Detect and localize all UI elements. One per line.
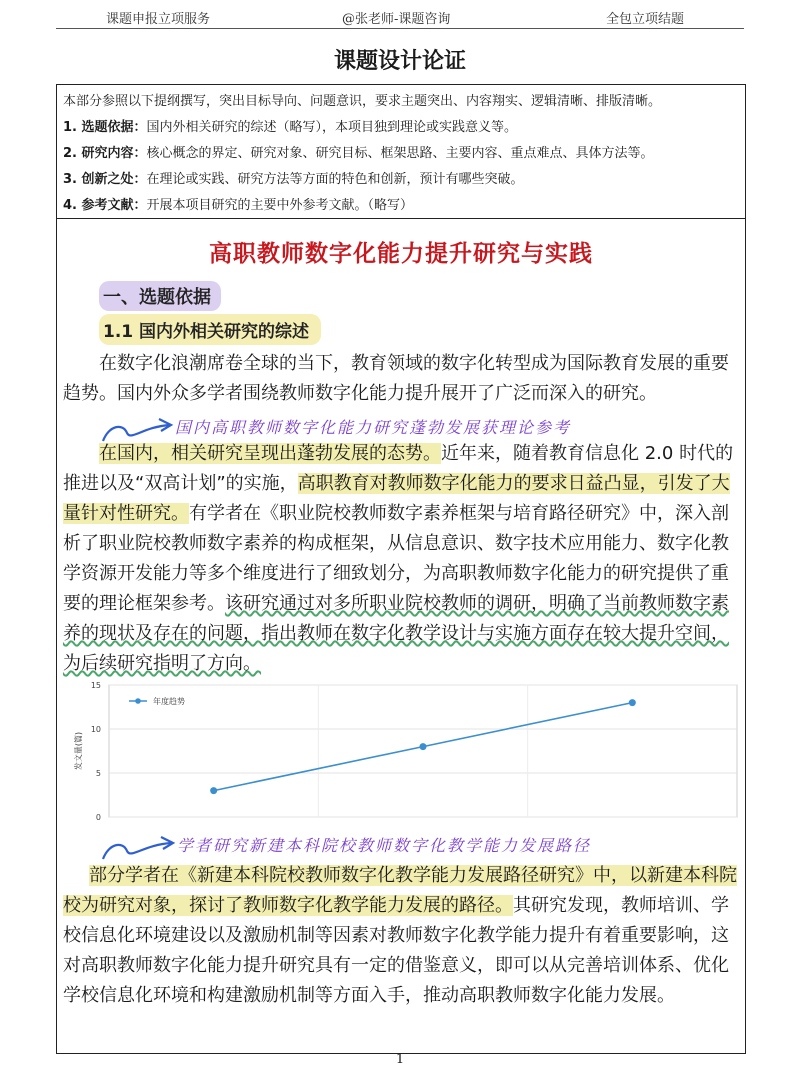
subsection-heading: 1.1 国内外相关研究的综述 bbox=[99, 314, 321, 345]
arrow-icon bbox=[99, 833, 177, 863]
legend-label: 年度趋势 bbox=[153, 697, 185, 706]
y-tick-label: 10 bbox=[90, 725, 101, 734]
outline-item: 4. 参考文献：开展本项目研究的主要中外参考文献。（略写） bbox=[63, 198, 414, 213]
main-title: 高职教师数字化能力提升研究与实践 bbox=[209, 241, 593, 267]
page-number: 1 bbox=[395, 1052, 405, 1067]
trend-line-chart bbox=[65, 681, 741, 825]
legend-marker bbox=[135, 698, 141, 704]
header-right: 全包立项结题 bbox=[605, 12, 684, 27]
outline-item: 1. 选题依据：国内外相关研究的综述（略写），本项目独到理论或实践意义等。 bbox=[63, 120, 518, 135]
y-tick-label: 15 bbox=[90, 681, 101, 690]
paragraph-3: 部分学者在《新建本科院校教师数字化教学能力发展路径研究》中，以新建本科院校为研究对象，探讨了教师数字化教学能力发展的路径。其研究发现，教师培训、学校信息化环境建设以及激励机制等因素对教师数字化教学能力提升有着重要影响，这对高职教师数字化能力提升研究具有一定的借鉴意义，即可以从完善培训体系、优化学校信息化环境和构建激励机制等方面入手，推动高职教师数字化能力发展。 bbox=[63, 865, 737, 1006]
data-point bbox=[420, 743, 427, 750]
outline-item: 2. 研究内容：核心概念的界定、研究对象、研究目标、框架思路、主要内容、重点难点、具体方法等。 bbox=[63, 146, 654, 161]
paragraph-1: 在数字化浪潮席卷全球的当下，教育领域的数字化转型成为国际教育发展的重要趋势。国内外众多学者围绕教师数字化能力提升展开了广泛而深入的研究。 bbox=[63, 353, 729, 404]
plot-area bbox=[109, 685, 737, 817]
data-point bbox=[210, 787, 217, 794]
handwritten-annotation: 学者研究新建本科院校教师数字化教学能力发展路径 bbox=[177, 836, 592, 855]
y-tick-label: 0 bbox=[95, 813, 101, 822]
outline-box bbox=[57, 85, 745, 219]
section-heading: 一、选题依据 bbox=[99, 281, 221, 311]
outline-intro: 本部分参照以下提纲撰写，突出目标导向、问题意识，要求主题突出、内容翔实、逻辑清晰、排版清晰。 bbox=[63, 94, 662, 109]
paragraph-2: 在国内，相关研究呈现出蓬勃发展的态势。近年来，随着教育信息化 2.0 时代的推进以及“双高计划”的实施，高职教育对教师数字化能力的要求日益凸显，引发了大量针对性研究。有学者在《职业院校教师数字素养框架与培育路径研究》中，深入剖析了职业院校教师数字素养的构成框架，从信息意识、数字技术应用能力、数字化教学资源开发能力等多个维度进行了细致划分，为高职教师数字化能力的研究提供了重要的理论框架参考。该研究通过对多所职业院校教师的调研，明确了当前教师数字素养的现状及存在的问题，指出教师在数字化教学设计与实施方面存在较大提升空间，为后续研究指明了方向。 bbox=[63, 443, 734, 674]
header-center: @张老师-课题咨询 bbox=[342, 12, 451, 27]
outline-item: 3. 创新之处：在理论或实践、研究方法等方面的特色和创新，预计有哪些突破。 bbox=[63, 172, 524, 187]
document-title: 课题设计论证 bbox=[333, 48, 466, 74]
y-axis-label: 发文量(篇) bbox=[74, 731, 83, 771]
data-point bbox=[629, 699, 636, 706]
header-left: 课题申报立项服务 bbox=[106, 12, 211, 27]
content-frame bbox=[56, 84, 746, 1054]
page-header bbox=[56, 6, 744, 29]
handwritten-annotation: 国内高职教师数字化能力研究蓬勃发展获理论参考 bbox=[175, 418, 572, 437]
y-tick-label: 5 bbox=[95, 769, 101, 778]
